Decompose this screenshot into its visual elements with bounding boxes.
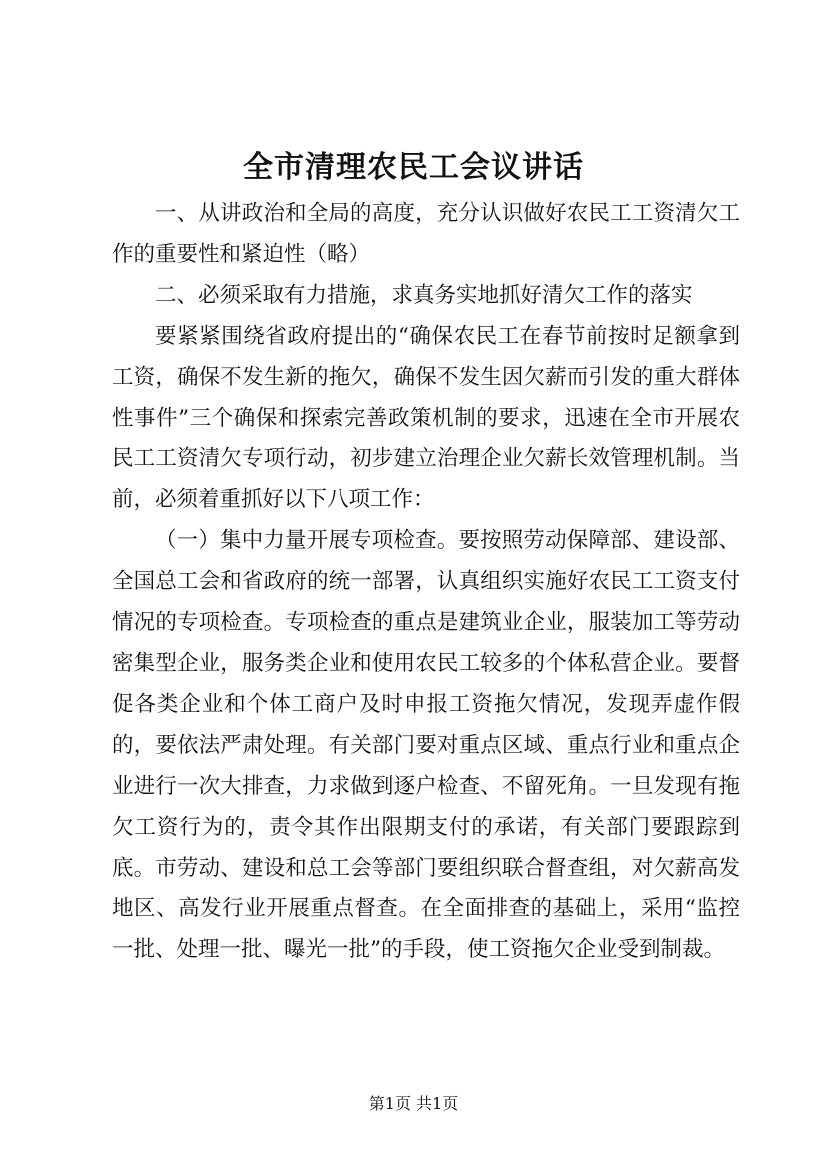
paragraph-section-one: 一、从讲政治和全局的高度，充分认识做好农民工工资清欠工作的重要性和紧迫性（略） — [112, 201, 740, 267]
document-title: 全市清理农民工会议讲话 — [243, 150, 584, 185]
paragraph-section-two: 二、必须采取有力措施，求真务实地抓好清欠工作的落实 — [155, 282, 693, 308]
paragraph-special-inspection: （一）集中力量开展专项检查。要按照劳动保障部、建设部、全国总工会和省政府的统一部署，认真组织实施好农民工工资支付情况的专项检查。专项检查的重点是建筑业企业，服装加工等劳动密集型企业，服务类企业和使用农民工较多的个体私营企业。要督促各类企业和个体工商户及时申报工资拖欠情况，发现弄虚作假的，要依法严肃处理。有关部门要对重点区域、重点行业和重点企业进行一次大排查，力求做到逐户检查、不留死角。一旦发现有拖欠工资行为的，责令其作出限期支付的承诺，有关部门要跟踪到底。市劳动、建设和总工会等部门要组织联合督查组，对欠薪高发地区、高发行业开展重点督查。在全面排查的基础上，采用“监控一批、处理一批、曝光一批”的手段，使工资拖欠企业受到制裁。 — [112, 528, 740, 963]
paragraph-requirements: 要紧紧围绕省政府提出的“确保农民工在春节前按时足额拿到工资，确保不发生新的拖欠，确保不发生因欠薪而引发的重大群体性事件”三个确保和探索完善政策机制的要求，迅速在全市开展农民工工资清欠专项行动，初步建立治理企业欠薪长效管理机制。当前，必须着重抓好以下八项工作： — [112, 323, 740, 513]
document-body — [112, 194, 740, 971]
page-number-footer: 第1页 共1页 — [368, 1094, 459, 1113]
